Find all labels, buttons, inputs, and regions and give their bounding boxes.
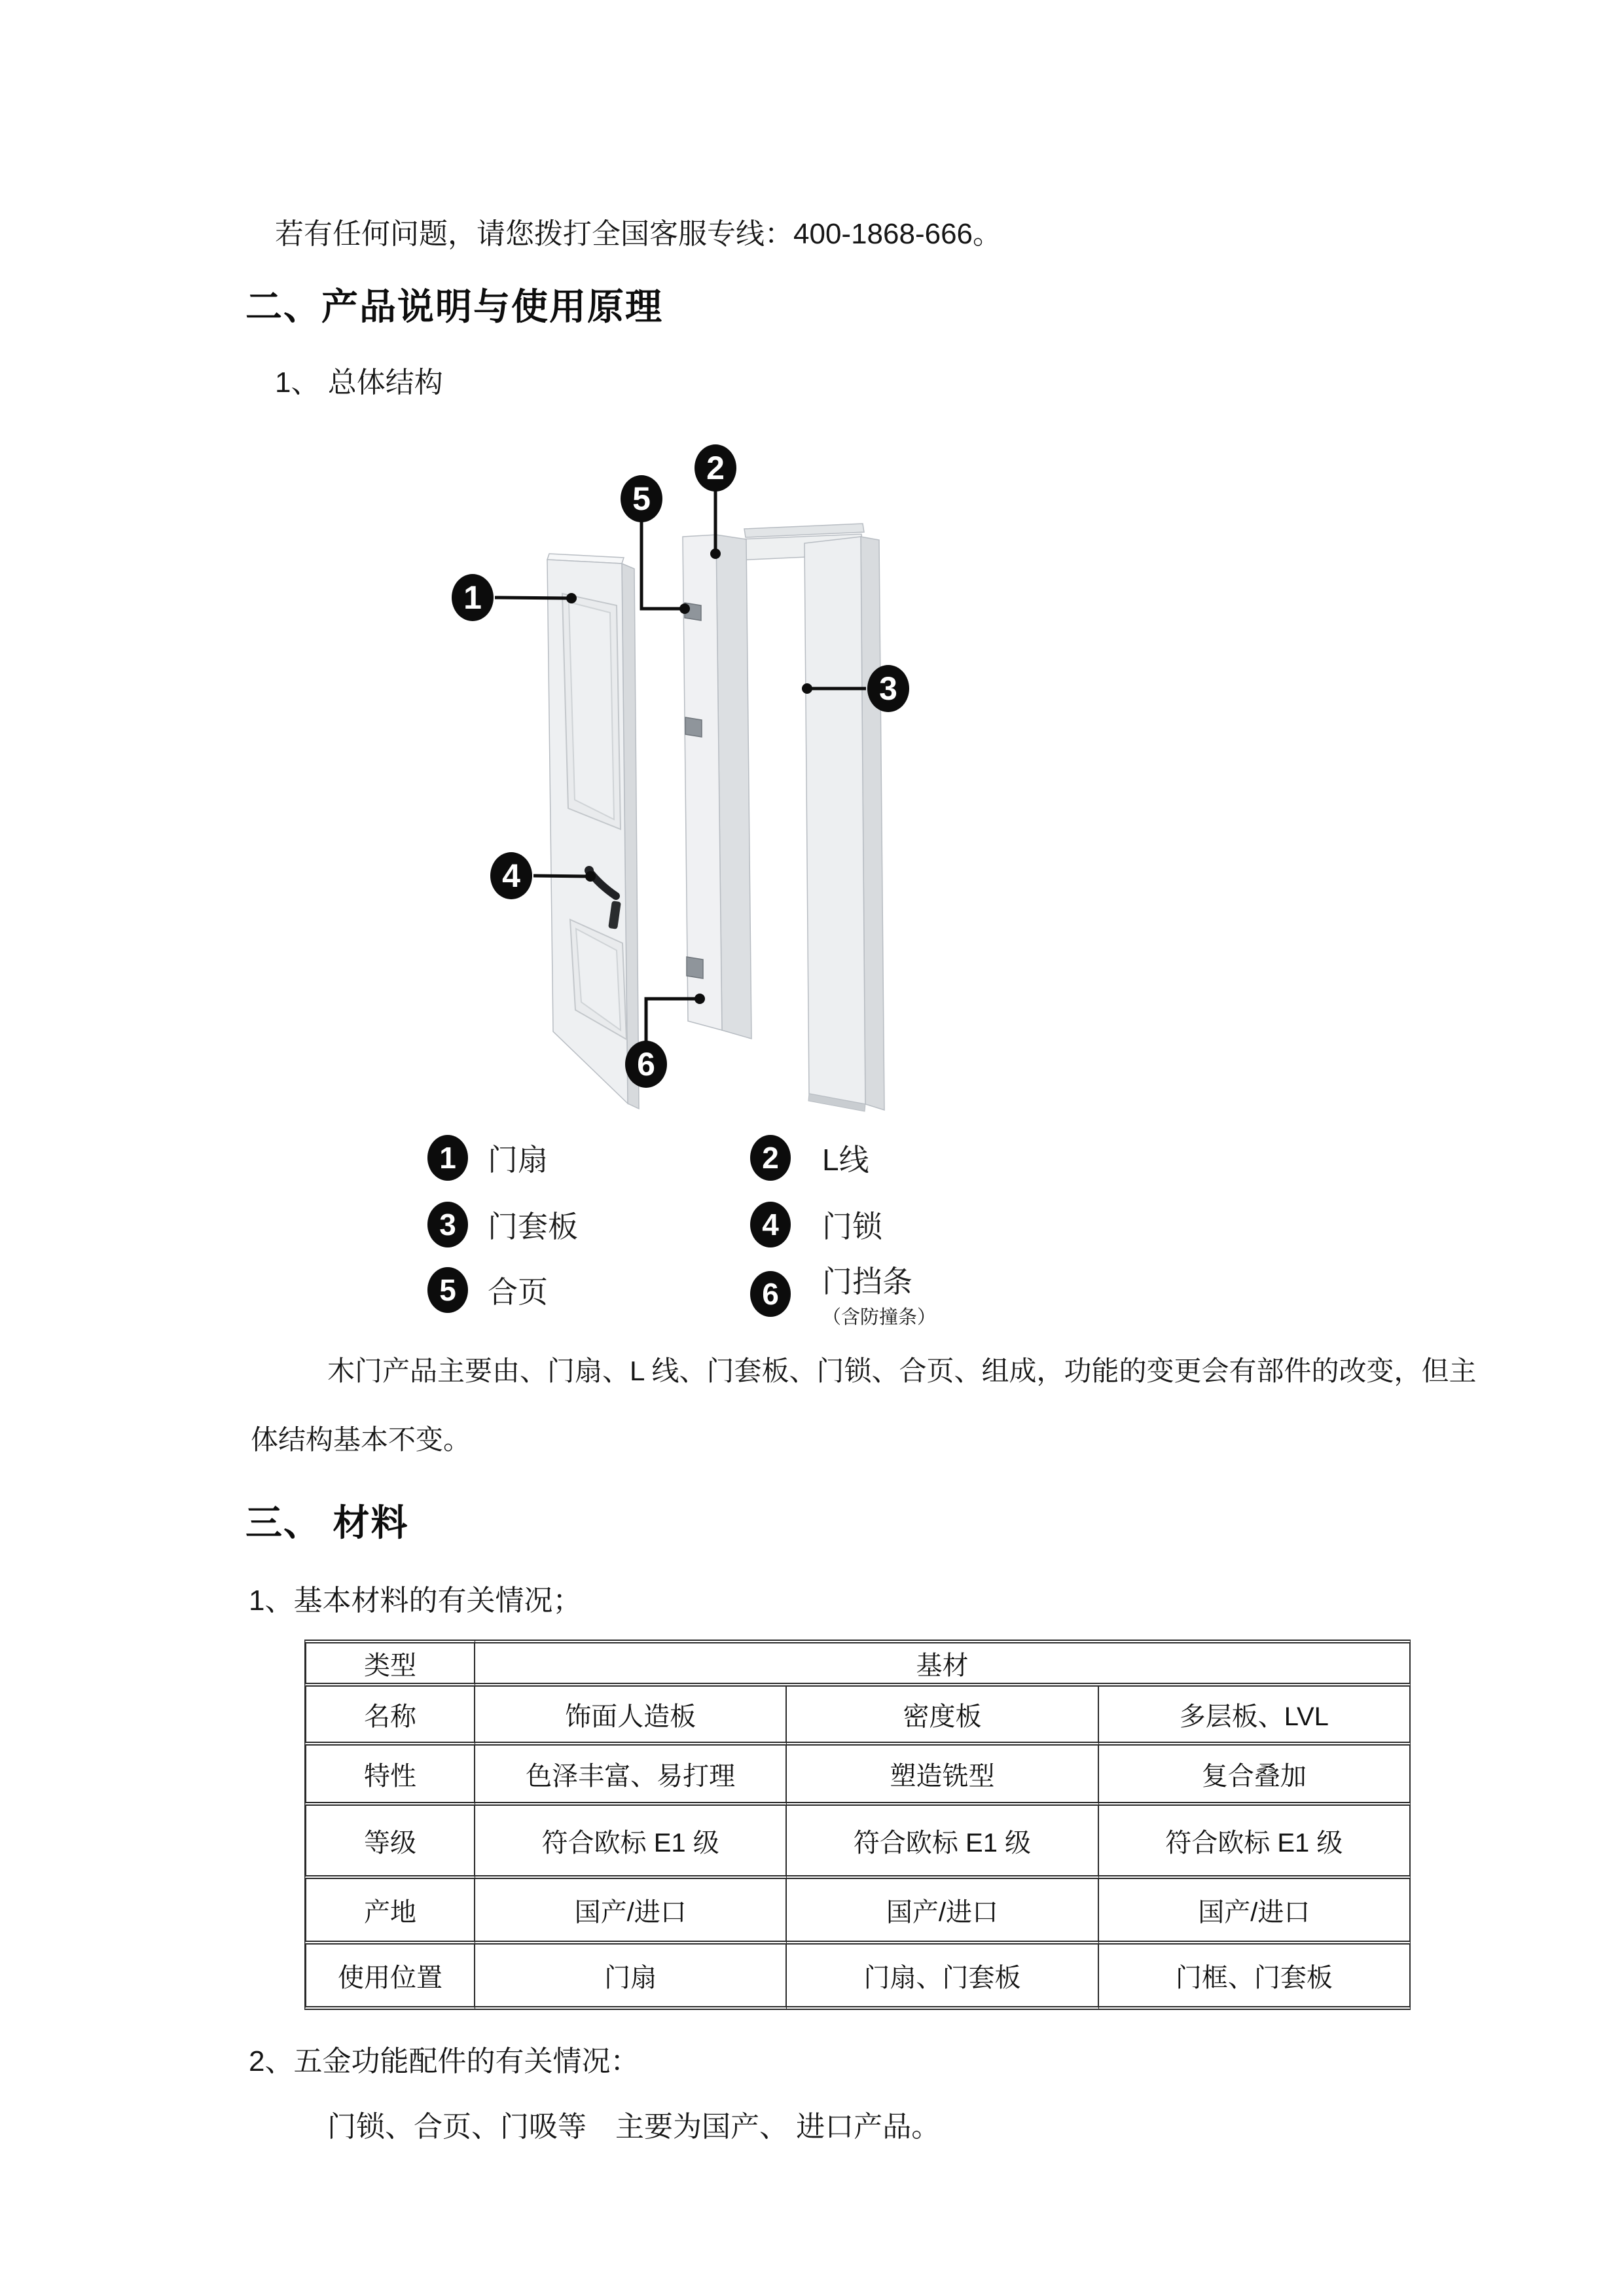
cell-grade-2: 符合欧标 E1 级 [787, 1806, 1098, 1879]
legend-badge-2: 2 [750, 1135, 791, 1181]
row-label-origin: 产地 [304, 1879, 475, 1945]
legend-label-wrap [822, 1258, 936, 1329]
svg-text:3: 3 [879, 670, 897, 707]
hinge-bottom [687, 957, 703, 978]
row-label-usage: 使用位置 [304, 1945, 475, 2010]
legend-badge-6: 6 [750, 1271, 791, 1317]
legend-item-door-stop [750, 1258, 936, 1329]
service-hotline-line: 若有任何问题，请您拨打全国客服专线：400-1868-666。 [275, 218, 1002, 250]
diagram-badge-4 [490, 852, 532, 899]
diagram-badge-6 [625, 1041, 667, 1088]
legend-badge-1: 1 [427, 1135, 468, 1181]
section2-heading: 二、产品说明与使用原理 [245, 286, 663, 327]
cell-name-3: 多层板、LVL [1099, 1687, 1411, 1746]
materials-subheading-1: 1、基本材料的有关情况； [249, 1585, 582, 1617]
hinge-middle [685, 717, 702, 737]
legend-item-frame-panel [427, 1202, 578, 1247]
legend-label-l-line: L线 [822, 1143, 869, 1177]
frame-right-jamb-front [804, 537, 865, 1104]
structure-paragraph-line1: 木门产品主要由、门扇、L 线、门套板、门锁、合页、组成，功能的变更会有部件的改变，但主 [327, 1355, 1477, 1386]
diagram-badge-5 [621, 475, 662, 522]
legend-item-door-lock [750, 1202, 882, 1247]
cell-name-2: 密度板 [787, 1687, 1098, 1746]
materials-subheading-2: 2、五金功能配件的有关情况： [249, 2045, 640, 2077]
subheading-overall-structure: 1、 总体结构 [275, 367, 443, 399]
legend-label-door-lock: 门锁 [822, 1210, 882, 1244]
legend-item-hinge [427, 1267, 548, 1313]
legend-label-door-leaf: 门扇 [488, 1143, 548, 1177]
cell-grade-3: 符合欧标 E1 级 [1099, 1806, 1411, 1879]
hardware-note-line: 门锁、合页、门吸等 主要为国产、 进口产品。 [327, 2111, 941, 2143]
legend-badge-4: 4 [750, 1202, 791, 1247]
table-header-type: 类型 [304, 1640, 475, 1687]
svg-text:6: 6 [637, 1046, 655, 1083]
legend-item-l-line [750, 1135, 869, 1181]
legend-label-frame-panel: 门套板 [488, 1210, 578, 1244]
cell-feature-1: 色泽丰富、易打理 [475, 1746, 787, 1806]
svg-text:2: 2 [706, 450, 725, 486]
table-row-feature [304, 1746, 1411, 1806]
cell-origin-2: 国产/进口 [787, 1879, 1098, 1945]
row-label-name: 名称 [304, 1687, 475, 1746]
cell-usage-3: 门框、门套板 [1099, 1945, 1411, 2010]
row-label-grade: 等级 [304, 1806, 475, 1879]
materials-table [304, 1640, 1411, 2010]
diagram-badge-2 [695, 444, 736, 492]
door-upper-panel-inner [569, 602, 614, 819]
table-row-usage [304, 1945, 1411, 2010]
row-label-feature: 特性 [304, 1746, 475, 1806]
cell-usage-1: 门扇 [475, 1945, 787, 2010]
table-row-origin [304, 1879, 1411, 1945]
legend-note-door-stop: （含防撞条） [822, 1307, 937, 1328]
cell-origin-3: 国产/进口 [1099, 1879, 1411, 1945]
legend-item-door-leaf [427, 1135, 548, 1181]
cell-grade-1: 符合欧标 E1 级 [475, 1806, 787, 1879]
legend-label-hinge: 合页 [488, 1275, 548, 1309]
door-structure-diagram [367, 419, 1087, 1139]
svg-text:4: 4 [502, 857, 520, 894]
svg-text:1: 1 [463, 579, 482, 616]
table-row-type [304, 1640, 1411, 1687]
cell-usage-2: 门扇、门套板 [787, 1945, 1098, 2010]
legend-badge-5: 5 [427, 1267, 468, 1313]
table-row-grade [304, 1806, 1411, 1879]
cell-origin-1: 国产/进口 [475, 1879, 787, 1945]
diagram-badge-3 [867, 665, 909, 712]
cell-feature-2: 塑造铣型 [787, 1746, 1098, 1806]
legend-badge-3: 3 [427, 1202, 468, 1247]
svg-text:5: 5 [632, 480, 651, 517]
cell-feature-3: 复合叠加 [1099, 1746, 1411, 1806]
legend-label-door-stop: 门挡条 [822, 1265, 912, 1299]
table-header-substrate: 基材 [475, 1640, 1411, 1687]
cell-name-1: 饰面人造板 [475, 1687, 787, 1746]
table-row-name [304, 1687, 1411, 1746]
diagram-badge-1 [452, 574, 494, 621]
structure-paragraph-line2: 体结构基本不变。 [251, 1424, 471, 1455]
section3-heading: 三、 材料 [245, 1502, 409, 1543]
